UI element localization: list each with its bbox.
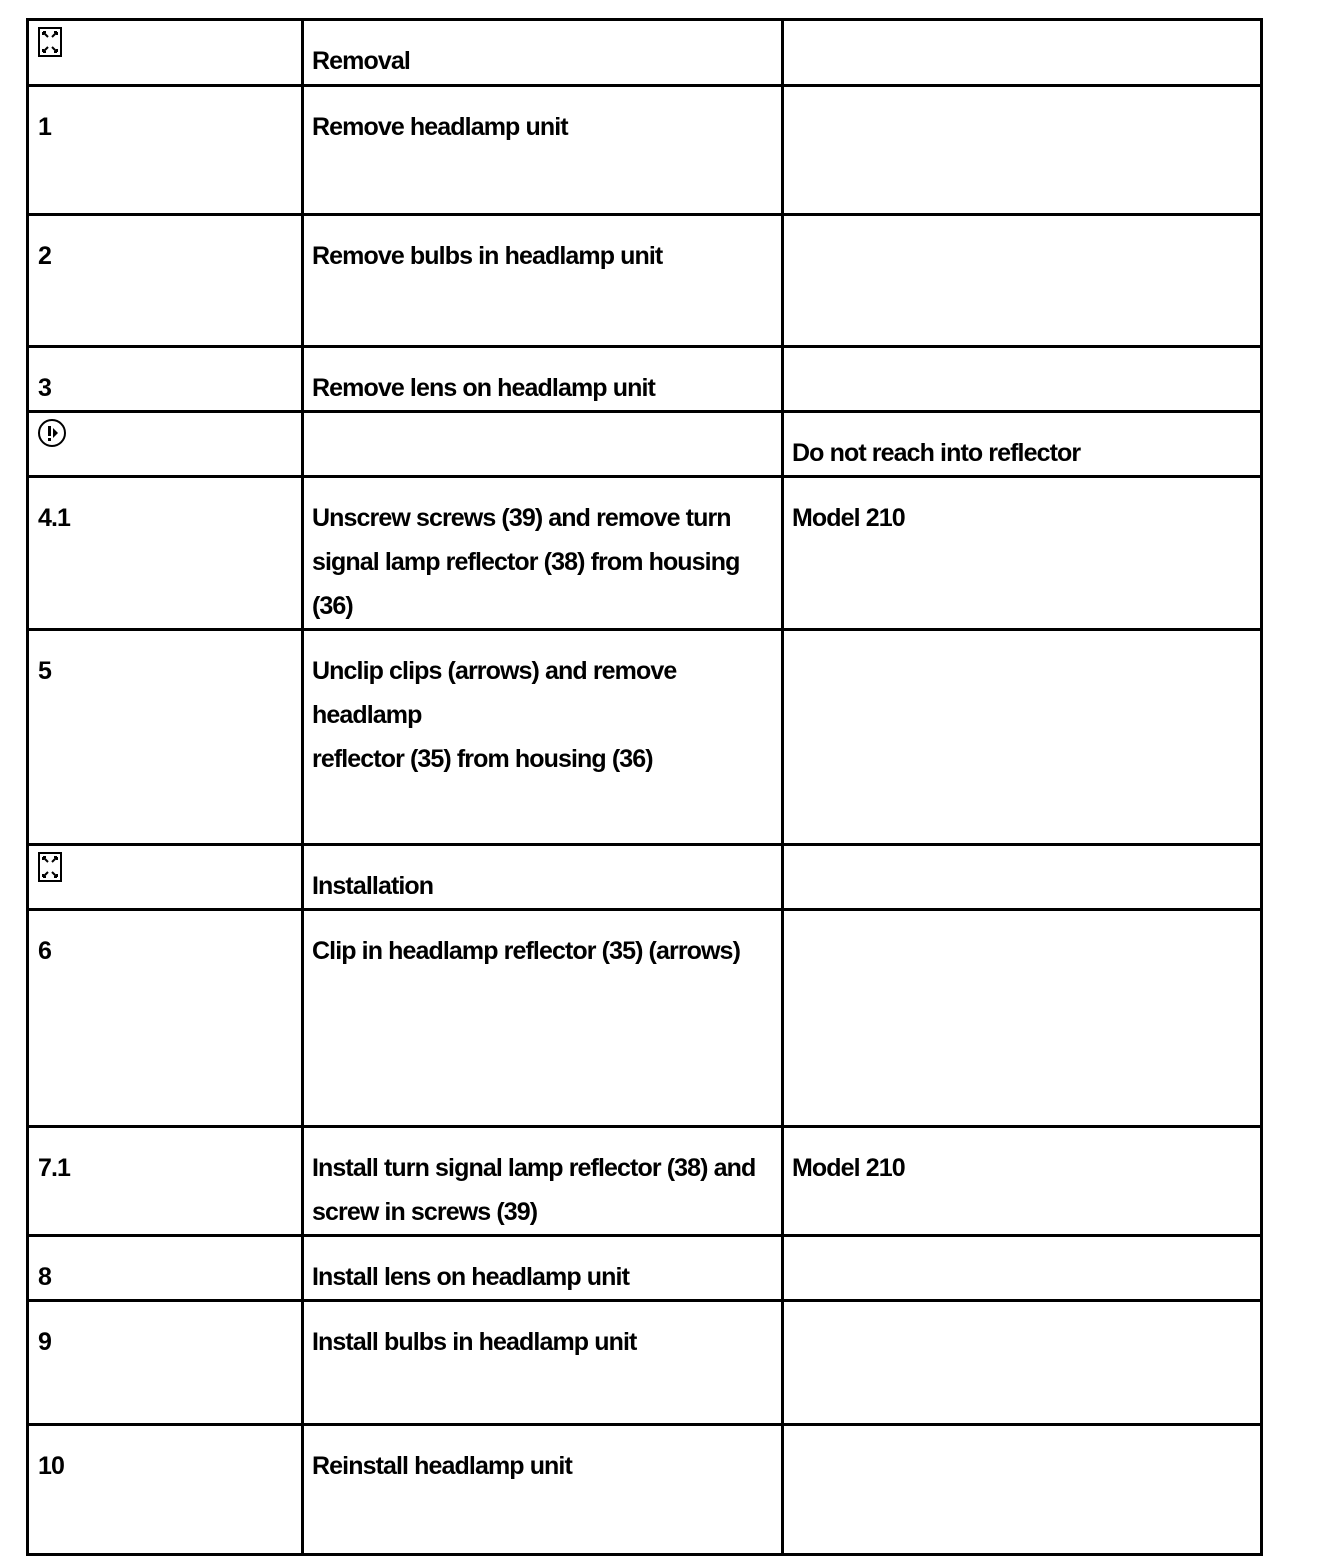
step-cell — [28, 1127, 303, 1236]
step-cell — [28, 1301, 303, 1425]
table-row — [28, 412, 1262, 477]
instruction-cell — [303, 1236, 783, 1301]
instruction-text: Install turn signal lamp reflector (38) and — [312, 1154, 756, 1182]
note-cell — [783, 215, 1262, 347]
instruction-cell — [303, 347, 783, 412]
step-cell — [28, 86, 303, 215]
instruction-text: Install lens on headlamp unit — [312, 1263, 630, 1291]
table-row — [28, 477, 1262, 630]
note-cell — [783, 20, 1262, 86]
table-row — [28, 845, 1262, 910]
note-cell — [783, 1127, 1262, 1236]
table-row — [28, 1301, 1262, 1425]
note-cell — [783, 630, 1262, 845]
model-note: Model 210 — [792, 1154, 905, 1182]
table-row — [28, 347, 1262, 412]
table-row — [28, 910, 1262, 1127]
instruction-cell — [303, 86, 783, 215]
step-cell — [28, 412, 303, 477]
step-number: 6 — [38, 937, 52, 965]
instruction-text: Reinstall headlamp unit — [312, 1452, 572, 1480]
note-cell — [783, 1301, 1262, 1425]
instruction-text: Install bulbs in headlamp unit — [312, 1328, 637, 1356]
note-cell — [783, 347, 1262, 412]
step-number: 7.1 — [38, 1154, 71, 1182]
note-cell — [783, 477, 1262, 630]
instruction-text: Remove lens on headlamp unit — [312, 374, 655, 402]
section-icon — [38, 852, 62, 882]
step-number: 3 — [38, 374, 52, 402]
caution-icon — [38, 419, 66, 447]
step-number: 1 — [38, 113, 52, 141]
step-cell — [28, 20, 303, 86]
instruction-cell — [303, 1301, 783, 1425]
note-cell — [783, 412, 1262, 477]
table-row — [28, 20, 1262, 86]
step-cell — [28, 910, 303, 1127]
instruction-text: Remove headlamp unit — [312, 113, 568, 141]
table-row — [28, 86, 1262, 215]
table-row — [28, 630, 1262, 845]
instruction-text: Clip in headlamp reflector (35) (arrows) — [312, 937, 740, 965]
table-row — [28, 1236, 1262, 1301]
step-cell — [28, 630, 303, 845]
section-heading-installation: Installation — [312, 872, 434, 900]
step-number: 4.1 — [38, 504, 71, 532]
step-cell — [28, 1425, 303, 1555]
step-cell — [28, 347, 303, 412]
table-row — [28, 1127, 1262, 1236]
step-cell — [28, 1236, 303, 1301]
instruction-text: Unscrew screws (39) and remove turn — [312, 504, 731, 532]
instruction-text: signal lamp reflector (38) from housing (36) — [312, 548, 740, 620]
instruction-cell — [303, 20, 783, 86]
instruction-text: reflector (35) from housing (36) — [312, 745, 653, 773]
section-heading-removal: Removal — [312, 47, 410, 75]
instruction-text: Unclip clips (arrows) and remove headlamp — [312, 657, 677, 729]
instruction-cell — [303, 1425, 783, 1555]
step-number: 5 — [38, 657, 52, 685]
instruction-cell — [303, 412, 783, 477]
step-cell — [28, 215, 303, 347]
instruction-cell — [303, 910, 783, 1127]
note-cell — [783, 1425, 1262, 1555]
instruction-cell — [303, 477, 783, 630]
step-number: 10 — [38, 1452, 65, 1480]
step-cell — [28, 845, 303, 910]
instruction-cell — [303, 1127, 783, 1236]
caution-note: Do not reach into reflector — [792, 439, 1081, 467]
procedure-table — [26, 18, 1263, 1556]
instruction-cell — [303, 215, 783, 347]
instruction-text: screw in screws (39) — [312, 1198, 538, 1226]
note-cell — [783, 86, 1262, 215]
step-number: 9 — [38, 1328, 52, 1356]
note-cell — [783, 1236, 1262, 1301]
note-cell — [783, 845, 1262, 910]
table-row — [28, 215, 1262, 347]
note-cell — [783, 910, 1262, 1127]
step-number: 2 — [38, 242, 52, 270]
instruction-cell — [303, 630, 783, 845]
instruction-cell — [303, 845, 783, 910]
step-number: 8 — [38, 1263, 52, 1291]
step-cell — [28, 477, 303, 630]
section-icon — [38, 27, 62, 57]
instruction-text: Remove bulbs in headlamp unit — [312, 242, 663, 270]
model-note: Model 210 — [792, 504, 905, 532]
table-row — [28, 1425, 1262, 1555]
